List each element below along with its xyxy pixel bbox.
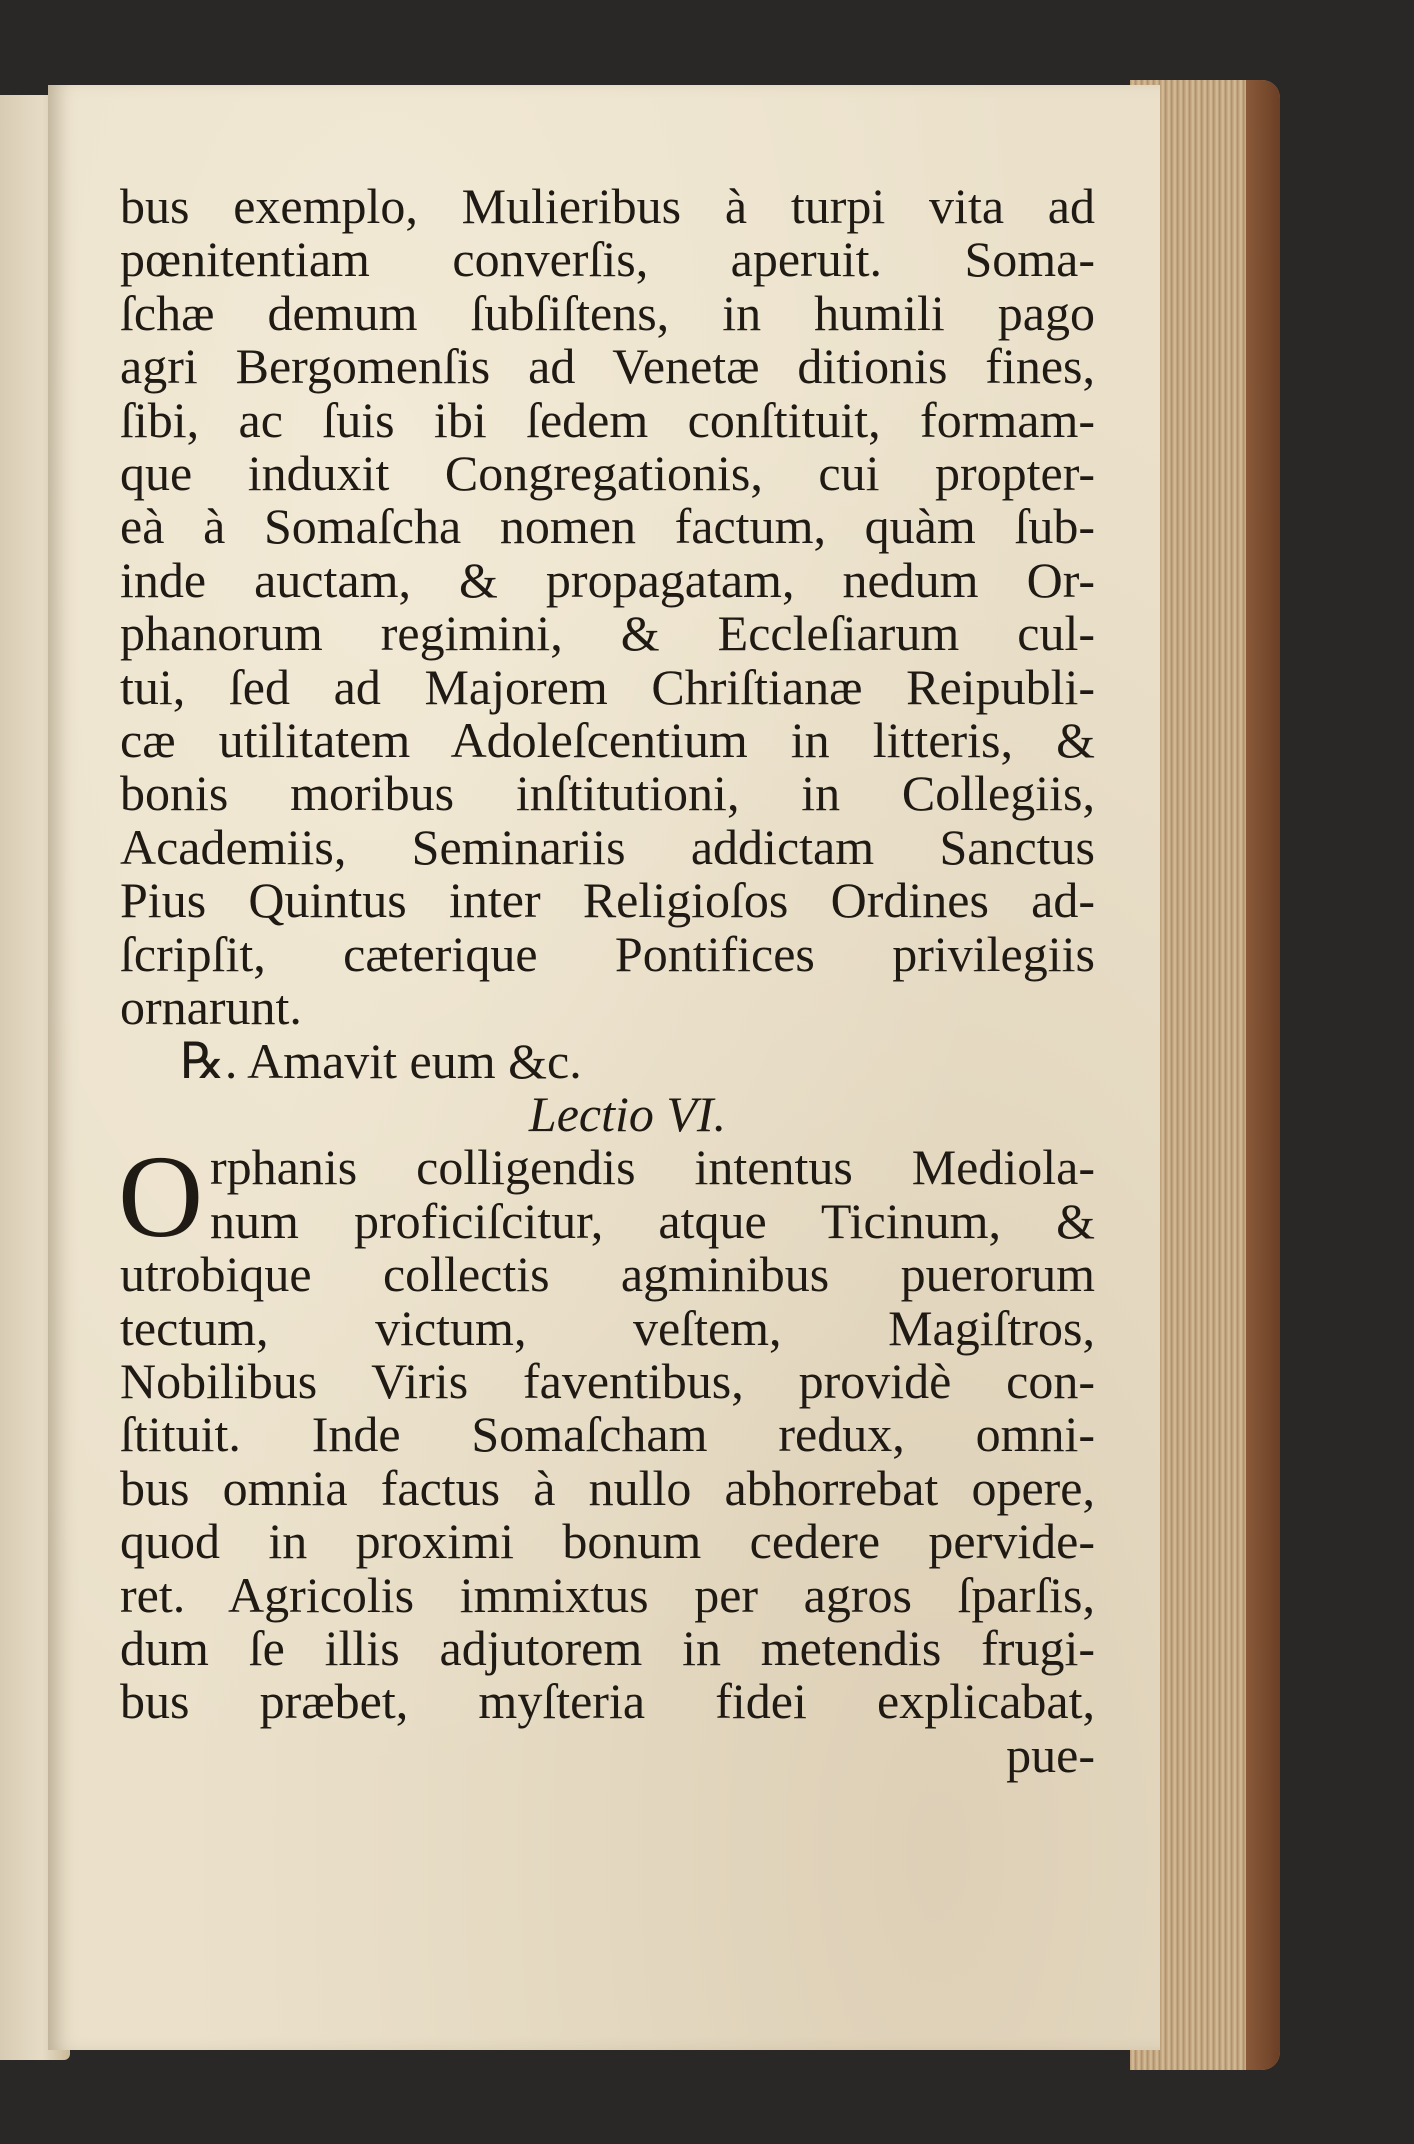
text-line: pœnitentiam converſis, aperuit. Soma- <box>120 231 1095 288</box>
text-line: cæ utilitatem Adoleſcentium in litteris, & <box>120 712 1095 769</box>
text-line: bus exemplo, Mulieribus à turpi vita ad <box>120 178 1095 234</box>
text-line: dum ſe illis adjutorem in metendis frugi- <box>120 1619 1095 1676</box>
drop-cap: O <box>118 1131 204 1263</box>
text-line: ſtituit. Inde Somaſcham redux, omni- <box>120 1406 1095 1463</box>
text-line: tectum, victum, veſtem, Magiſtros, <box>120 1299 1095 1356</box>
text-line: eà à Somaſcha nomen factum, quàm ſub- <box>120 498 1095 555</box>
book-page <box>48 85 1160 2050</box>
text-line: ret. Agricolis immixtus per agros ſparſis, <box>120 1566 1095 1623</box>
page-text <box>120 180 1095 1782</box>
text-line: bus omnia factus à nullo abhorrebat opere, <box>120 1459 1095 1516</box>
text-line: phanorum regimini, & Eccleſiarum cul- <box>120 605 1095 662</box>
catchword: pue- <box>1006 1726 1095 1783</box>
text-line: quod in proximi bonum cedere pervide- <box>120 1513 1095 1570</box>
lesson-paragraph <box>118 1131 1095 1730</box>
text-line: bus præbet, myſteria fidei explicabat, <box>120 1673 1095 1730</box>
text-line: tui, ſed ad Majorem Chriſtianæ Reipubli- <box>120 658 1095 715</box>
text-line: inde auctam, & propagatam, nedum Or- <box>120 551 1095 608</box>
text-line: Pius Quintus inter Religioſos Ordines ad- <box>120 872 1095 929</box>
responsory: ℞. Amavit eum &c. <box>180 1032 582 1089</box>
text-line: ſcripſit, cæterique Pontifices privilegiis <box>120 925 1095 982</box>
text-line: num proficiſcitur, atque Ticinum, & <box>210 1192 1095 1249</box>
text-line: bonis moribus inſtitutioni, in Collegiis, <box>120 765 1095 822</box>
lesson-heading: Lectio VI. <box>528 1085 727 1142</box>
text-line: rphanis colligendis intentus Mediola- <box>210 1139 1095 1196</box>
text-line: ſchæ demum ſubſiſtens, in humili pago <box>120 284 1095 341</box>
text-line: que induxit Congregationis, cui propter- <box>120 445 1095 502</box>
text-line: ornarunt. <box>120 979 302 1036</box>
text-line: Nobilibus Viris faventibus, providè con- <box>120 1352 1095 1409</box>
text-line: utrobique collectis agminibus puerorum <box>120 1246 1095 1303</box>
text-line: ſibi, ac ſuis ibi ſedem conſtituit, formam- <box>120 391 1095 448</box>
text-line: agri Bergomenſis ad Venetæ ditionis fines, <box>120 338 1095 395</box>
text-line: Academiis, Seminariis addictam Sanctus <box>120 818 1095 875</box>
